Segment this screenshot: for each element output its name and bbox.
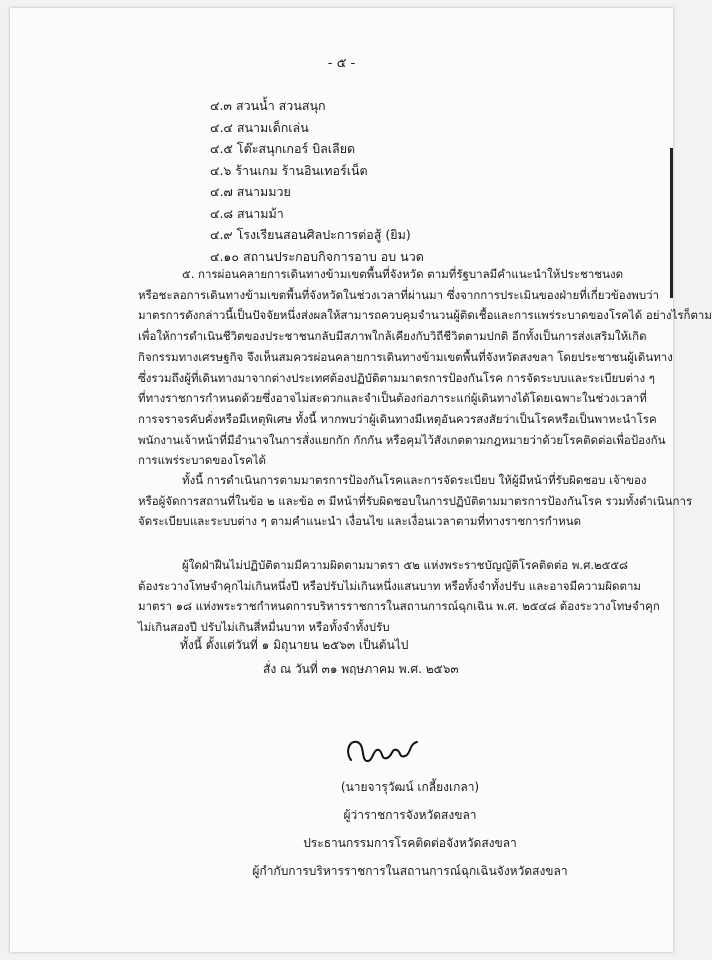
- paragraph-line: กิจกรรมทางเศรษฐกิจ จึงเห็นสมควรผ่อนคลายการเดินทางข้ามเขตพื้นที่จังหวัดสงขลา โดยประชาชนผู้เดินทาง: [138, 349, 673, 364]
- paragraph-line: หรือชะลอการเดินทางข้ามเขตพื้นที่จังหวัดในช่วงเวลาที่ผ่านมา ซึ่งจากการประเมินของฝ่ายที่เกี่ยวข้องพบว่า: [138, 287, 660, 302]
- paragraph-line: พนักงานเจ้าหน้าที่มีอำนาจในการสั่งแยกกัก กักกัน หรือคุมไว้สังเกตตามกฎหมายว่าด้วยโรคติดต่อเพื่อป้องกัน: [138, 432, 666, 447]
- paragraph-line: จัดระเบียบและระบบต่าง ๆ ตามคำแนะนำ เงื่อนไข และเงื่อนเวลาตามที่ทางราชการกำหนด: [138, 514, 582, 529]
- list-item: ๔.๖ ร้านเกม ร้านอินเทอร์เน็ต: [210, 162, 368, 178]
- list-item: ๔.๓ สวนน้ำ สวนสนุก: [210, 98, 326, 113]
- paragraph-line: มาตรา ๑๘ แห่งพระราชกำหนดการบริหารราชการในสถานการณ์ฉุกเฉิน พ.ศ. ๒๕๔๘ ต้องระวางโทษจำคุก: [138, 599, 660, 614]
- paragraph-line: ไม่เกินสองปี ปรับไม่เกินสี่หมื่นบาท หรือทั้งจำทั้งปรับ: [138, 620, 390, 635]
- paragraph-line: ผู้ใดฝ่าฝืนไม่ปฏิบัติตามมีความผิดตามมาตรา ๕๒ แห่งพระราชบัญญัติโรคติดต่อ พ.ศ.๒๕๕๘: [182, 558, 628, 572]
- establishment-list: [210, 95, 424, 267]
- paragraph-responsibility: [138, 470, 693, 532]
- document-page: [10, 8, 712, 952]
- signer-name: (นายจารุวัฒน์ เกลี้ยงเกลา): [340, 780, 480, 794]
- paragraph-penalty: [138, 555, 660, 638]
- page-number: - ๕ -: [327, 56, 356, 71]
- list-item: ๔.๙ โรงเรียนสอนศิลปะการต่อสู้ (ยิม): [210, 227, 411, 242]
- list-item: ๔.๕ โต๊ะสนุกเกอร์ บิลเลียด: [210, 141, 356, 156]
- signer-title: ผู้ว่าราชการจังหวัดสงขลา: [343, 808, 477, 822]
- effective-date-line: ทั้งนี้ ตั้งแต่วันที่ ๑ มิถุนายน ๒๕๖๓ เป็นต้นไป: [180, 638, 409, 652]
- paragraph-line: การแพร่ระบาดของโรคได้: [138, 453, 267, 468]
- paragraph-line: การจราจรคับคั่งหรือมีเหตุพิเศษ ทั้งนี้ หากพบว่าผู้เดินทางมีเหตุอันควรสงสัยว่าเป็นโรคหรือเป็นพาหะนำโรค: [138, 411, 657, 426]
- signer-title: ผู้กำกับการบริหารราชการในสถานการณ์ฉุกเฉินจังหวัดสงขลา: [252, 864, 568, 878]
- paragraph-line: ซึ่งรวมถึงผู้ที่เดินทางมาจากต่างประเทศต้องปฏิบัติตามมาตรการป้องกันโรค การจัดระบบและระเบียบต่าง ๆ: [138, 370, 655, 385]
- paragraph-line: ทั้งนี้ การดำเนินการตามมาตรการป้องกันโรคและการจัดระเบียบ ให้ผู้มีหน้าที่รับผิดชอบ เจ้าของ: [182, 473, 647, 487]
- list-item: ๔.๑๐ สถานประกอบกิจการอาบ อบ นวด: [210, 248, 424, 264]
- paragraph-line: ต้องระวางโทษจำคุกไม่เกินหนึ่งปี หรือปรับไม่เกินหนึ่งแสนบาท หรือทั้งจำทั้งปรับ และอาจมีความผิดตาม: [138, 578, 642, 593]
- list-item: ๔.๗ สนามมวย: [210, 184, 291, 199]
- paragraph-travel-relaxation: [138, 264, 712, 471]
- list-item: ๔.๘ สนามม้า: [210, 205, 284, 221]
- order-date-line: สั่ง ณ วันที่ ๓๑ พฤษภาคม พ.ศ. ๒๕๖๓: [263, 662, 459, 676]
- handwritten-signature: [343, 730, 433, 770]
- paragraph-line: หรือผู้จัดการสถานที่ในข้อ ๒ และข้อ ๓ มีหน้าที่รับผิดชอบในการปฏิบัติตามมาตรการป้องกันโรค รวมทั้งดำเนินการ: [138, 493, 693, 508]
- paragraph-line: ที่ทางราชการกำหนดด้วยซึ่งอาจไม่สะดวกและจำเป็นต้องก่อภาระแก่ผู้เดินทางได้โดยเฉพาะในช่วงเวลาที่: [138, 391, 647, 406]
- list-item: ๔.๔ สนามเด็กเล่น: [210, 119, 309, 135]
- paragraph-line: มาตรการดังกล่าวนี้เป็นปัจจัยหนึ่งส่งผลให้สามารถควบคุมจำนวนผู้ติดเชื้อและการแพร่ระบาดของโรคได้ อย่างไรก็ตาม: [138, 308, 712, 323]
- page-edge-mark: [670, 148, 673, 298]
- paragraph-line: เพื่อให้การดำเนินชีวิตของประชาชนกลับมีสภาพใกล้เคียงกับวิถีชีวิตตามปกติ อีกทั้งเป็นการส่งเสริมให้เกิด: [138, 329, 647, 344]
- paragraph-line: ๕. การผ่อนคลายการเดินทางข้ามเขตพื้นที่จังหวัด ตามที่รัฐบาลมีคำแนะนำให้ประชาชนงด: [182, 267, 624, 281]
- signer-title: ประธานกรรมการโรคติดต่อจังหวัดสงขลา: [303, 836, 517, 850]
